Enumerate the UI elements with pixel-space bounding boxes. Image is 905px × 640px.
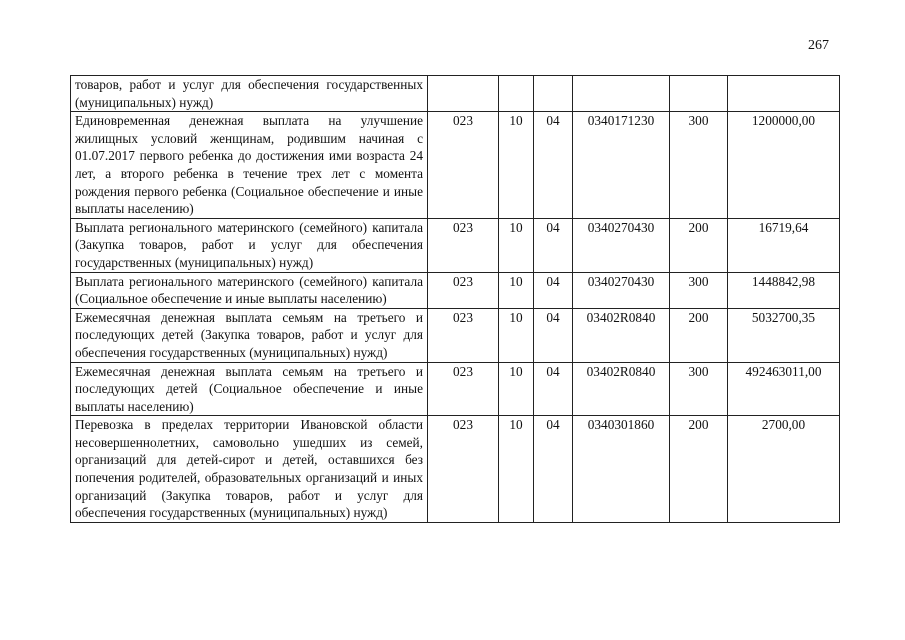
table-row bbox=[71, 218, 840, 272]
section-code: 10 bbox=[499, 272, 534, 308]
subsection-code: 04 bbox=[534, 272, 573, 308]
expense-type-code bbox=[670, 76, 728, 112]
budget-table bbox=[70, 75, 840, 523]
expense-type-code: 300 bbox=[670, 362, 728, 416]
expense-type-code: 300 bbox=[670, 112, 728, 219]
page-number: 267 bbox=[808, 38, 829, 53]
target-article-code bbox=[573, 76, 670, 112]
amount-value: 16719,64 bbox=[728, 218, 840, 272]
section-code: 10 bbox=[499, 112, 534, 219]
row-description: Единовременная денежная выплата на улучшение жилищных условий женщинам, родившим начиная с 01.07.2017 первого ребенка до достижения ими возраста 24 лет, а второго ребенка в течение трех лет с момента рождения первого ребенка (Социальное обеспечение и иные выплаты населению) bbox=[71, 112, 428, 219]
amount-value: 5032700,35 bbox=[728, 308, 840, 362]
amount-value: 2700,00 bbox=[728, 416, 840, 523]
table-row bbox=[71, 362, 840, 416]
ministry-code: 023 bbox=[428, 362, 499, 416]
subsection-code: 04 bbox=[534, 308, 573, 362]
expense-type-code: 200 bbox=[670, 218, 728, 272]
ministry-code bbox=[428, 76, 499, 112]
target-article-code: 03402R0840 bbox=[573, 362, 670, 416]
table-row bbox=[71, 416, 840, 523]
expense-type-code: 300 bbox=[670, 272, 728, 308]
target-article-code: 0340171230 bbox=[573, 112, 670, 219]
ministry-code: 023 bbox=[428, 112, 499, 219]
table-row bbox=[71, 308, 840, 362]
subsection-code: 04 bbox=[534, 112, 573, 219]
row-description: Перевозка в пределах территории Ивановской области несовершеннолетних, самовольно ушедших из семей, организаций для детей-сирот и детей, оставшихся без попечения родителей, образовательных организаций и иных организаций (Закупка товаров, работ и услуг для обеспечения государственных (муниципальных) нужд) bbox=[71, 416, 428, 523]
subsection-code: 04 bbox=[534, 416, 573, 523]
table-row bbox=[71, 76, 840, 112]
target-article-code: 0340270430 bbox=[573, 218, 670, 272]
expense-type-code: 200 bbox=[670, 308, 728, 362]
section-code: 10 bbox=[499, 218, 534, 272]
section-code: 10 bbox=[499, 362, 534, 416]
ministry-code: 023 bbox=[428, 308, 499, 362]
section-code: 10 bbox=[499, 308, 534, 362]
row-description: Выплата регионального материнского (семейного) капитала (Социальное обеспечение и иные выплаты населению) bbox=[71, 272, 428, 308]
expense-type-code: 200 bbox=[670, 416, 728, 523]
subsection-code: 04 bbox=[534, 218, 573, 272]
amount-value bbox=[728, 76, 840, 112]
subsection-code bbox=[534, 76, 573, 112]
amount-value: 1200000,00 bbox=[728, 112, 840, 219]
amount-value: 1448842,98 bbox=[728, 272, 840, 308]
row-description: Ежемесячная денежная выплата семьям на третьего и последующих детей (Социальное обеспечение и иные выплаты населению) bbox=[71, 362, 428, 416]
row-description: товаров, работ и услуг для обеспечения государственных (муниципальных) нужд) bbox=[71, 76, 428, 112]
ministry-code: 023 bbox=[428, 218, 499, 272]
ministry-code: 023 bbox=[428, 416, 499, 523]
target-article-code: 03402R0840 bbox=[573, 308, 670, 362]
subsection-code: 04 bbox=[534, 362, 573, 416]
table-body bbox=[71, 76, 840, 523]
section-code bbox=[499, 76, 534, 112]
table-row bbox=[71, 272, 840, 308]
ministry-code: 023 bbox=[428, 272, 499, 308]
amount-value: 492463011,00 bbox=[728, 362, 840, 416]
row-description: Выплата регионального материнского (семейного) капитала (Закупка товаров, работ и услуг для обеспечения государственных (муниципальных) нужд) bbox=[71, 218, 428, 272]
target-article-code: 0340270430 bbox=[573, 272, 670, 308]
target-article-code: 0340301860 bbox=[573, 416, 670, 523]
section-code: 10 bbox=[499, 416, 534, 523]
row-description: Ежемесячная денежная выплата семьям на третьего и последующих детей (Закупка товаров, работ и услуг для обеспечения государственных (муниципальных) нужд) bbox=[71, 308, 428, 362]
table-row bbox=[71, 112, 840, 219]
